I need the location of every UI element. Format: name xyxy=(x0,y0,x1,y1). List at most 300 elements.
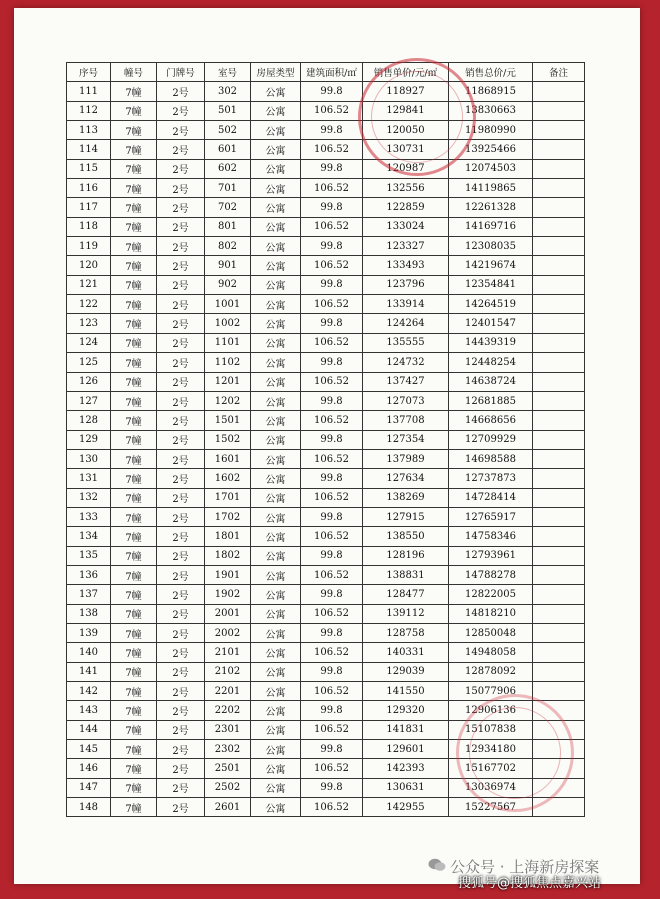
column-header: 房屋类型 xyxy=(251,63,301,82)
table-cell: 2号 xyxy=(157,701,205,720)
table-cell: 106.52 xyxy=(301,101,363,120)
table-cell: 2号 xyxy=(157,662,205,681)
table-cell: 2301 xyxy=(205,720,251,739)
table-cell: 7幢 xyxy=(111,546,157,565)
table-cell: 公寓 xyxy=(251,662,301,681)
table-cell: 502 xyxy=(205,121,251,140)
table-row xyxy=(67,701,585,720)
table-cell: 7幢 xyxy=(111,295,157,314)
table-cell: 127073 xyxy=(363,391,449,410)
table-cell: 2号 xyxy=(157,585,205,604)
table-row xyxy=(67,333,585,352)
table-header-row xyxy=(67,63,585,82)
table-cell: 公寓 xyxy=(251,623,301,642)
table-cell: 7幢 xyxy=(111,701,157,720)
table-cell: 106.52 xyxy=(301,449,363,468)
table-cell: 2号 xyxy=(157,121,205,140)
table-cell: 1602 xyxy=(205,469,251,488)
table-cell: 113 xyxy=(67,121,111,140)
table-cell: 118 xyxy=(67,217,111,236)
table-row xyxy=(67,140,585,159)
table-cell: 12354841 xyxy=(449,275,533,294)
column-header: 备注 xyxy=(533,63,585,82)
table-cell: 117 xyxy=(67,198,111,217)
table-cell: 601 xyxy=(205,140,251,159)
table-cell: 129 xyxy=(67,430,111,449)
table-cell: 7幢 xyxy=(111,353,157,372)
table-cell: 125 xyxy=(67,353,111,372)
table-cell: 111 xyxy=(67,82,111,101)
table-cell: 99.8 xyxy=(301,121,363,140)
column-header: 销售单价/元/㎡ xyxy=(363,63,449,82)
table-cell: 120 xyxy=(67,256,111,275)
table-cell: 12681885 xyxy=(449,391,533,410)
table-cell: 144 xyxy=(67,720,111,739)
table-cell: 7幢 xyxy=(111,623,157,642)
table-cell: 106.52 xyxy=(301,565,363,584)
table-cell: 134 xyxy=(67,527,111,546)
table-cell: 7幢 xyxy=(111,488,157,507)
table-cell xyxy=(533,759,585,778)
table-row xyxy=(67,488,585,507)
table-cell: 公寓 xyxy=(251,159,301,178)
table-cell: 138831 xyxy=(363,565,449,584)
table-cell xyxy=(533,778,585,797)
table-cell: 2号 xyxy=(157,759,205,778)
table-cell: 14439319 xyxy=(449,333,533,352)
table-row xyxy=(67,430,585,449)
table-cell: 2号 xyxy=(157,372,205,391)
table-cell: 2号 xyxy=(157,237,205,256)
table-cell: 106.52 xyxy=(301,256,363,275)
table-cell: 公寓 xyxy=(251,353,301,372)
table-cell xyxy=(533,740,585,759)
table-cell xyxy=(533,217,585,236)
table-cell: 12906136 xyxy=(449,701,533,720)
table-cell: 99.8 xyxy=(301,82,363,101)
table-cell: 公寓 xyxy=(251,295,301,314)
table-cell: 99.8 xyxy=(301,391,363,410)
table-cell xyxy=(533,391,585,410)
table-cell: 2号 xyxy=(157,295,205,314)
table-cell: 114 xyxy=(67,140,111,159)
table-cell: 2302 xyxy=(205,740,251,759)
wechat-icon xyxy=(428,858,446,872)
table-cell: 7幢 xyxy=(111,314,157,333)
table-cell: 137989 xyxy=(363,449,449,468)
table-cell xyxy=(533,159,585,178)
table-cell: 7幢 xyxy=(111,430,157,449)
table-cell: 106.52 xyxy=(301,333,363,352)
table-cell: 2号 xyxy=(157,314,205,333)
table-cell: 14698588 xyxy=(449,449,533,468)
table-cell: 7幢 xyxy=(111,507,157,526)
table-cell: 2号 xyxy=(157,720,205,739)
table-cell: 7幢 xyxy=(111,469,157,488)
table-cell: 12878092 xyxy=(449,662,533,681)
table-cell: 99.8 xyxy=(301,623,363,642)
table-cell: 2号 xyxy=(157,256,205,275)
table-cell: 1802 xyxy=(205,546,251,565)
table-row xyxy=(67,778,585,797)
table-cell: 106.52 xyxy=(301,140,363,159)
table-cell xyxy=(533,565,585,584)
table-cell: 公寓 xyxy=(251,778,301,797)
table-cell: 140 xyxy=(67,643,111,662)
table-cell: 公寓 xyxy=(251,720,301,739)
table-cell: 133 xyxy=(67,507,111,526)
column-header: 室号 xyxy=(205,63,251,82)
table-cell: 公寓 xyxy=(251,217,301,236)
table-cell: 106.52 xyxy=(301,488,363,507)
table-cell: 132 xyxy=(67,488,111,507)
table-cell: 13036974 xyxy=(449,778,533,797)
table-cell: 1201 xyxy=(205,372,251,391)
table-cell xyxy=(533,314,585,333)
table-cell xyxy=(533,121,585,140)
table-cell: 7幢 xyxy=(111,275,157,294)
table-cell: 14119865 xyxy=(449,179,533,198)
table-cell: 7幢 xyxy=(111,604,157,623)
table-cell: 公寓 xyxy=(251,604,301,623)
table-cell: 99.8 xyxy=(301,507,363,526)
table-cell: 128196 xyxy=(363,546,449,565)
table-cell: 7幢 xyxy=(111,82,157,101)
table-cell: 公寓 xyxy=(251,449,301,468)
table-cell: 7幢 xyxy=(111,198,157,217)
table-cell: 2201 xyxy=(205,682,251,701)
table-cell: 106.52 xyxy=(301,720,363,739)
table-cell: 902 xyxy=(205,275,251,294)
table-cell: 2号 xyxy=(157,546,205,565)
table-cell xyxy=(533,546,585,565)
table-cell: 142 xyxy=(67,682,111,701)
table-cell: 11868915 xyxy=(449,82,533,101)
table-cell: 135555 xyxy=(363,333,449,352)
table-cell: 120987 xyxy=(363,159,449,178)
table-cell: 14728414 xyxy=(449,488,533,507)
table-cell: 14788278 xyxy=(449,565,533,584)
table-row xyxy=(67,159,585,178)
table-cell: 130731 xyxy=(363,140,449,159)
table-row xyxy=(67,469,585,488)
table-cell: 124732 xyxy=(363,353,449,372)
table-cell: 130 xyxy=(67,449,111,468)
table-cell: 1801 xyxy=(205,527,251,546)
table-body xyxy=(67,82,585,817)
table-cell xyxy=(533,682,585,701)
table-cell: 公寓 xyxy=(251,198,301,217)
table-row xyxy=(67,507,585,526)
table-cell: 106.52 xyxy=(301,295,363,314)
table-cell: 106.52 xyxy=(301,527,363,546)
table-cell: 106.52 xyxy=(301,798,363,817)
table-cell: 2号 xyxy=(157,604,205,623)
table-cell: 146 xyxy=(67,759,111,778)
table-row xyxy=(67,198,585,217)
table-row xyxy=(67,101,585,120)
table-cell: 公寓 xyxy=(251,275,301,294)
table-cell xyxy=(533,488,585,507)
table-cell: 1101 xyxy=(205,333,251,352)
table-cell: 147 xyxy=(67,778,111,797)
table-cell: 1202 xyxy=(205,391,251,410)
table-cell: 141550 xyxy=(363,682,449,701)
table-cell xyxy=(533,507,585,526)
table-cell: 7幢 xyxy=(111,372,157,391)
table-row xyxy=(67,256,585,275)
table-row xyxy=(67,353,585,372)
table-cell: 7幢 xyxy=(111,740,157,759)
table-cell: 140331 xyxy=(363,643,449,662)
table-row xyxy=(67,759,585,778)
table-cell: 7幢 xyxy=(111,391,157,410)
table-cell: 14668656 xyxy=(449,411,533,430)
table-cell: 2001 xyxy=(205,604,251,623)
table-cell: 2号 xyxy=(157,333,205,352)
table-cell: 802 xyxy=(205,237,251,256)
table-cell: 15227567 xyxy=(449,798,533,817)
table-cell: 142955 xyxy=(363,798,449,817)
table-row xyxy=(67,237,585,256)
table-cell: 127915 xyxy=(363,507,449,526)
table-row xyxy=(67,179,585,198)
table-cell xyxy=(533,353,585,372)
table-cell: 15077906 xyxy=(449,682,533,701)
table-cell: 2号 xyxy=(157,527,205,546)
table-cell: 12737873 xyxy=(449,469,533,488)
table-cell: 14169716 xyxy=(449,217,533,236)
table-cell: 99.8 xyxy=(301,159,363,178)
table-cell: 137708 xyxy=(363,411,449,430)
table-cell: 公寓 xyxy=(251,488,301,507)
table-cell: 106.52 xyxy=(301,682,363,701)
table-cell xyxy=(533,662,585,681)
table-cell: 7幢 xyxy=(111,159,157,178)
table-cell: 公寓 xyxy=(251,701,301,720)
table-row xyxy=(67,604,585,623)
table-row xyxy=(67,798,585,817)
table-cell: 公寓 xyxy=(251,798,301,817)
table-cell: 14948058 xyxy=(449,643,533,662)
table-row xyxy=(67,411,585,430)
table-cell: 141 xyxy=(67,662,111,681)
table-cell: 7幢 xyxy=(111,237,157,256)
table-row xyxy=(67,740,585,759)
table-cell: 124 xyxy=(67,333,111,352)
table-cell: 7幢 xyxy=(111,778,157,797)
table-cell: 2号 xyxy=(157,140,205,159)
table-cell xyxy=(533,585,585,604)
table-cell: 1002 xyxy=(205,314,251,333)
table-cell xyxy=(533,449,585,468)
table-cell: 121 xyxy=(67,275,111,294)
table-cell: 12709929 xyxy=(449,430,533,449)
table-cell: 2号 xyxy=(157,159,205,178)
table-cell: 137427 xyxy=(363,372,449,391)
table-cell: 7幢 xyxy=(111,256,157,275)
table-cell xyxy=(533,198,585,217)
table-cell: 14638724 xyxy=(449,372,533,391)
table-cell: 137 xyxy=(67,585,111,604)
table-cell: 2号 xyxy=(157,507,205,526)
table-cell: 602 xyxy=(205,159,251,178)
table-cell: 106.52 xyxy=(301,604,363,623)
table-cell: 132556 xyxy=(363,179,449,198)
table-cell: 7幢 xyxy=(111,682,157,701)
table-cell: 2102 xyxy=(205,662,251,681)
table-cell: 2601 xyxy=(205,798,251,817)
table-cell xyxy=(533,101,585,120)
table-cell: 2号 xyxy=(157,101,205,120)
table-row xyxy=(67,449,585,468)
table-cell: 公寓 xyxy=(251,565,301,584)
table-cell: 122859 xyxy=(363,198,449,217)
table-cell xyxy=(533,469,585,488)
table-cell: 2502 xyxy=(205,778,251,797)
table-cell xyxy=(533,295,585,314)
table-cell: 15167702 xyxy=(449,759,533,778)
table-cell: 12765917 xyxy=(449,507,533,526)
table-cell xyxy=(533,275,585,294)
table-cell: 143 xyxy=(67,701,111,720)
table-cell: 13830663 xyxy=(449,101,533,120)
table-cell: 118927 xyxy=(363,82,449,101)
table-cell: 14818210 xyxy=(449,604,533,623)
table-cell: 公寓 xyxy=(251,121,301,140)
table-cell xyxy=(533,604,585,623)
table-cell: 12401547 xyxy=(449,314,533,333)
table-cell: 115 xyxy=(67,159,111,178)
table-cell: 2号 xyxy=(157,391,205,410)
table-cell: 119 xyxy=(67,237,111,256)
table-cell: 公寓 xyxy=(251,140,301,159)
table-cell: 2号 xyxy=(157,430,205,449)
table-cell: 公寓 xyxy=(251,372,301,391)
table-cell xyxy=(533,643,585,662)
table-row xyxy=(67,391,585,410)
table-row xyxy=(67,643,585,662)
table-cell: 公寓 xyxy=(251,469,301,488)
table-cell: 12074503 xyxy=(449,159,533,178)
table-cell: 129039 xyxy=(363,662,449,681)
table-cell: 公寓 xyxy=(251,333,301,352)
watermark-wechat: 公众号 · 上海新房探案 xyxy=(450,858,600,876)
table-cell: 124264 xyxy=(363,314,449,333)
table-cell: 7幢 xyxy=(111,121,157,140)
table-cell: 130631 xyxy=(363,778,449,797)
table-cell: 7幢 xyxy=(111,720,157,739)
table-cell: 7幢 xyxy=(111,101,157,120)
table-cell: 2002 xyxy=(205,623,251,642)
table-cell: 13925466 xyxy=(449,140,533,159)
table-cell: 1502 xyxy=(205,430,251,449)
table-cell: 7幢 xyxy=(111,662,157,681)
table-cell: 2号 xyxy=(157,275,205,294)
table-cell xyxy=(533,623,585,642)
table-cell: 129841 xyxy=(363,101,449,120)
table-cell xyxy=(533,701,585,720)
table-cell: 2101 xyxy=(205,643,251,662)
table-cell: 141831 xyxy=(363,720,449,739)
table-cell: 2号 xyxy=(157,643,205,662)
table-cell: 133914 xyxy=(363,295,449,314)
table-cell: 公寓 xyxy=(251,643,301,662)
table-cell: 2号 xyxy=(157,469,205,488)
table-cell: 7幢 xyxy=(111,585,157,604)
table-cell: 1901 xyxy=(205,565,251,584)
table-cell: 131 xyxy=(67,469,111,488)
table-cell: 7幢 xyxy=(111,449,157,468)
table-cell: 123 xyxy=(67,314,111,333)
table-cell: 99.8 xyxy=(301,778,363,797)
table-cell: 公寓 xyxy=(251,237,301,256)
table-row xyxy=(67,314,585,333)
table-cell: 2号 xyxy=(157,411,205,430)
table-row xyxy=(67,295,585,314)
table-cell: 99.8 xyxy=(301,740,363,759)
table-cell: 公寓 xyxy=(251,411,301,430)
table-cell: 112 xyxy=(67,101,111,120)
table-cell: 99.8 xyxy=(301,275,363,294)
table-cell: 139112 xyxy=(363,604,449,623)
table-cell: 106.52 xyxy=(301,643,363,662)
table-cell: 7幢 xyxy=(111,798,157,817)
table-cell: 12793961 xyxy=(449,546,533,565)
table-cell: 127634 xyxy=(363,469,449,488)
table-cell: 99.8 xyxy=(301,585,363,604)
table-cell: 123327 xyxy=(363,237,449,256)
table-cell: 公寓 xyxy=(251,82,301,101)
table-cell: 公寓 xyxy=(251,546,301,565)
table-cell: 129320 xyxy=(363,701,449,720)
table-cell: 128758 xyxy=(363,623,449,642)
table-row xyxy=(67,585,585,604)
table-cell: 7幢 xyxy=(111,759,157,778)
table-cell: 138550 xyxy=(363,527,449,546)
table-row xyxy=(67,662,585,681)
table-cell: 2号 xyxy=(157,778,205,797)
column-header: 销售总价/元 xyxy=(449,63,533,82)
table-cell: 公寓 xyxy=(251,527,301,546)
table-cell: 120050 xyxy=(363,121,449,140)
table-cell: 12934180 xyxy=(449,740,533,759)
table-cell: 1102 xyxy=(205,353,251,372)
watermark-sohu: 搜狐号@搜狐焦点嘉兴站 xyxy=(458,876,602,891)
price-table xyxy=(66,62,585,817)
table-cell: 2号 xyxy=(157,217,205,236)
table-cell: 公寓 xyxy=(251,585,301,604)
table-cell: 2号 xyxy=(157,623,205,642)
table-cell xyxy=(533,798,585,817)
table-cell: 7幢 xyxy=(111,217,157,236)
table-row xyxy=(67,217,585,236)
table-cell: 126 xyxy=(67,372,111,391)
table-row xyxy=(67,565,585,584)
table-cell: 122 xyxy=(67,295,111,314)
table-cell: 7幢 xyxy=(111,527,157,546)
table-cell: 142393 xyxy=(363,759,449,778)
table-cell xyxy=(533,720,585,739)
table-cell: 1702 xyxy=(205,507,251,526)
table-row xyxy=(67,623,585,642)
table-cell: 7幢 xyxy=(111,411,157,430)
table-cell: 99.8 xyxy=(301,469,363,488)
table-cell: 106.52 xyxy=(301,759,363,778)
table-cell: 123796 xyxy=(363,275,449,294)
table-row xyxy=(67,546,585,565)
table-cell: 14264519 xyxy=(449,295,533,314)
